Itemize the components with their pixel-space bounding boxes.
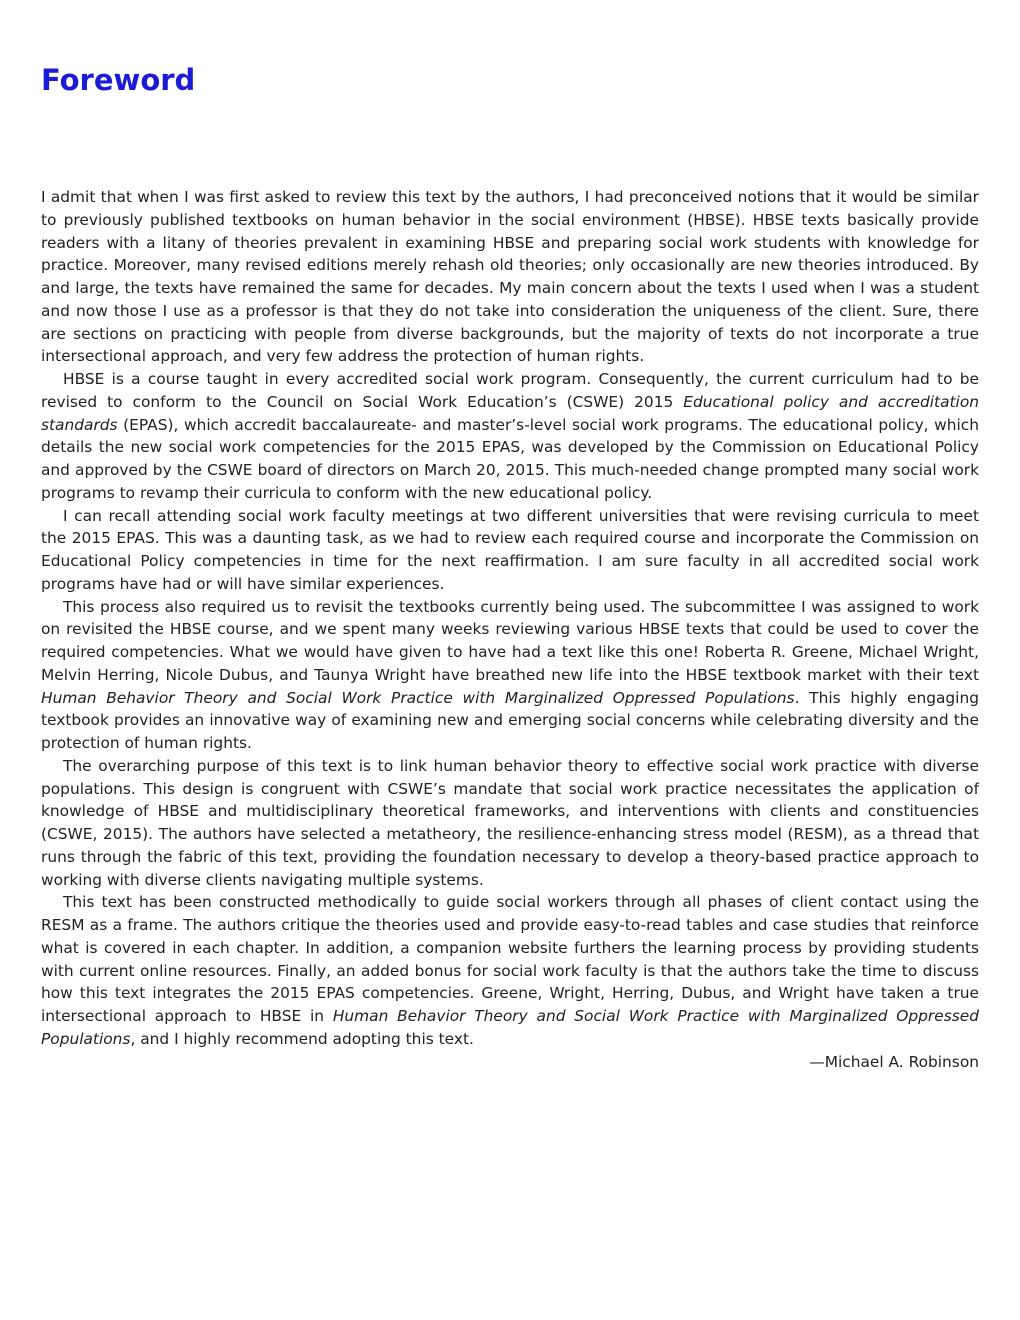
paragraph-4-text-continued: . This highly engaging textbook provides an innovative way of examining new and emerging social concerns while celebrating diversity and the protection of human rights. bbox=[41, 688, 979, 752]
paragraph-2 bbox=[41, 368, 979, 505]
paragraph-4-text: This process also required us to revisit the textbooks currently being used. The subcommittee I was assigned to work on revisited the HBSE course, and we spent many weeks reviewing various HBSE texts that could be used to cover the required competencies. What we would have given to have had a text like this one! Roberta R. Greene, Michael Wright, Melvin Herring, Nicole Dubus, and Taunya Wright have breathed new life into the HBSE textbook market with their text bbox=[41, 597, 979, 684]
paragraph-5-text: The overarching purpose of this text is to link human behavior theory to effective social work practice with diverse populations. This design is congruent with CSWE’s mandate that social work practice necessitates the application of knowledge of HBSE and multidisciplinary theoretical frameworks, and interventions with clients and constituencies (CSWE, 2015). The authors have selected a metatheory, the resilience-enhancing stress model (RESM), as a thread that runs through the fabric of this text, providing the foundation necessary to develop a theory-based practice approach to working with diverse clients navigating multiple systems. bbox=[41, 756, 979, 889]
foreword-body bbox=[41, 186, 979, 1073]
paragraph-6-italic-title: Human Behavior Theory and Social Work Practice with Marginalized Oppressed Populations bbox=[41, 1007, 979, 1048]
paragraph-2-text-continued: (EPAS), which accredit baccalaureate- and master’s-level social work programs. The educational policy, which details the new social work competencies for the 2015 EPAS, was developed by the Commission on Educational Policy and approved by the CSWE board of directors on March 20, 2015. This much-needed change prompted many social work programs to revamp their curricula to conform with the new educational policy. bbox=[41, 415, 979, 502]
signature: —Michael A. Robinson bbox=[809, 1052, 979, 1071]
paragraph-6-text: This text has been constructed methodically to guide social workers through all phases of client contact using the RESM as a frame. The authors critique the theories used and provide easy-to-read tables and case studies that reinforce what is covered in each chapter. In addition, a companion website furthers the learning process by providing students with current online resources. Finally, an added bonus for social work faculty is that the authors take the time to discuss how this text integrates the 2015 EPAS competencies. Greene, Wright, Herring, Dubus, and Wright have taken a true intersectional approach to HBSE in bbox=[41, 893, 979, 1025]
paragraph-6-text-continued: , and I highly recommend adopting this text. bbox=[130, 1029, 474, 1048]
paragraph-3 bbox=[41, 505, 979, 596]
page-title: Foreword bbox=[41, 63, 196, 97]
paragraph-1 bbox=[41, 186, 979, 368]
paragraph-5 bbox=[41, 755, 979, 892]
paragraph-2-text: HBSE is a course taught in every accredited social work program. Consequently, the current curriculum had to be revised to conform to the Council on Social Work Education’s (CSWE) 2015 bbox=[41, 370, 979, 411]
paragraph-2-italic-title: Educational policy and accreditation standards bbox=[41, 392, 980, 434]
paragraph-4-italic-title: Human Behavior Theory and Social Work Practice with Marginalized Oppressed Populations bbox=[41, 688, 795, 707]
paragraph-6 bbox=[41, 891, 979, 1050]
paragraph-3-text: I can recall attending social work faculty meetings at two different universities that were revising curricula to meet the 2015 EPAS. This was a daunting task, as we had to review each required course and incorporate the Commission on Educational Policy competencies in time for the next reaffirmation. I am sure faculty in all accredited social work programs have had or will have similar experiences. bbox=[41, 506, 979, 593]
paragraph-4 bbox=[41, 596, 979, 755]
paragraph-1-text: I admit that when I was first asked to review this text by the authors, I had preconceived notions that it would be similar to previously published textbooks on human behavior in the social environment (HBSE). HBSE texts basically provide readers with a litany of theories prevalent in examining HBSE and preparing social work students with knowledge for practice. Moreover, many revised editions merely rehash old theories; only occasionally are new theories introduced. By and large, the texts have remained the same for decades. My main concern about the texts I used when I was a student and now those I use as a professor is that they do not take into consideration the uniqueness of the client. Sure, there are sections on practicing with people from diverse backgrounds, but the majority of texts do not incorporate a true intersectional approach, and very few address the protection of human rights. bbox=[41, 188, 979, 366]
